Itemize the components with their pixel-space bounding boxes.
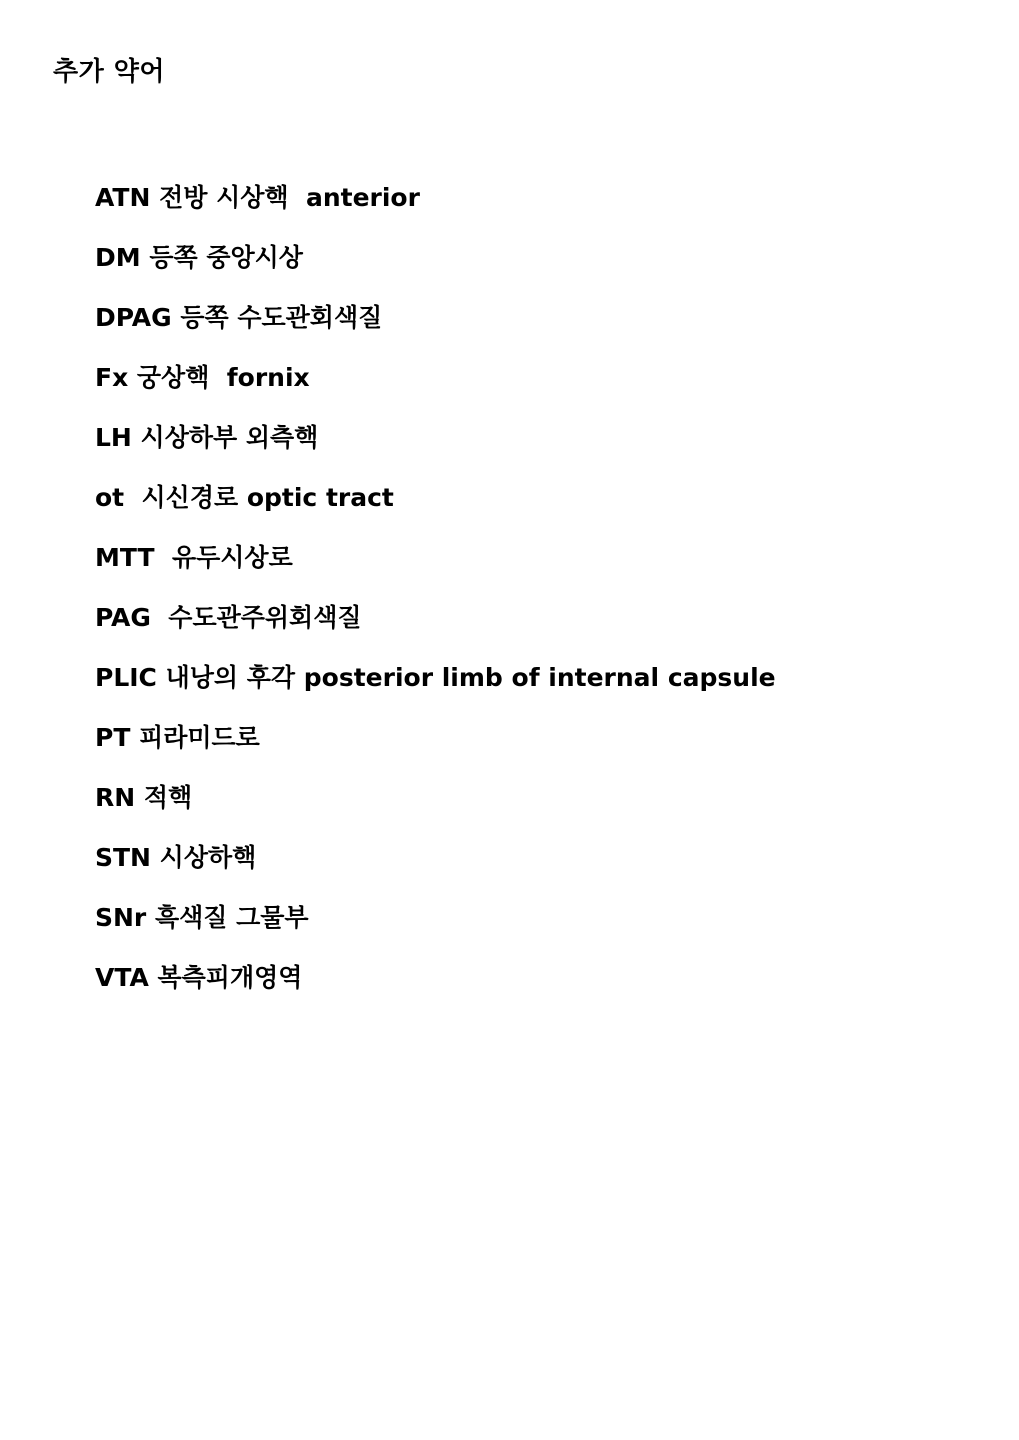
list-item: DM 등쪽 중앙시상 [95, 243, 303, 272]
list-item: ot 시신경로 optic tract [95, 483, 394, 512]
abbreviation-list [95, 176, 776, 1016]
list-item: VTA 복측피개영역 [95, 963, 303, 992]
list-item: DPAG 등쪽 수도관회색질 [95, 303, 383, 332]
list-item: RN 적핵 [95, 783, 193, 812]
list-item: PLIC 내낭의 후각 posterior limb of internal capsule [95, 663, 776, 692]
page-title: 추가 약어 [53, 57, 166, 87]
list-item: ATN 전방 시상핵 anterior [95, 183, 420, 212]
list-item: Fx 궁상핵 fornix [95, 363, 310, 392]
list-item: STN 시상하핵 [95, 843, 257, 872]
list-item: PAG 수도관주위회색질 [95, 603, 362, 632]
list-item: PT 피라미드로 [95, 723, 260, 752]
list-item: MTT 유두시상로 [95, 543, 293, 572]
list-item: SNr 흑색질 그물부 [95, 903, 309, 932]
list-item: LH 시상하부 외측핵 [95, 423, 319, 452]
